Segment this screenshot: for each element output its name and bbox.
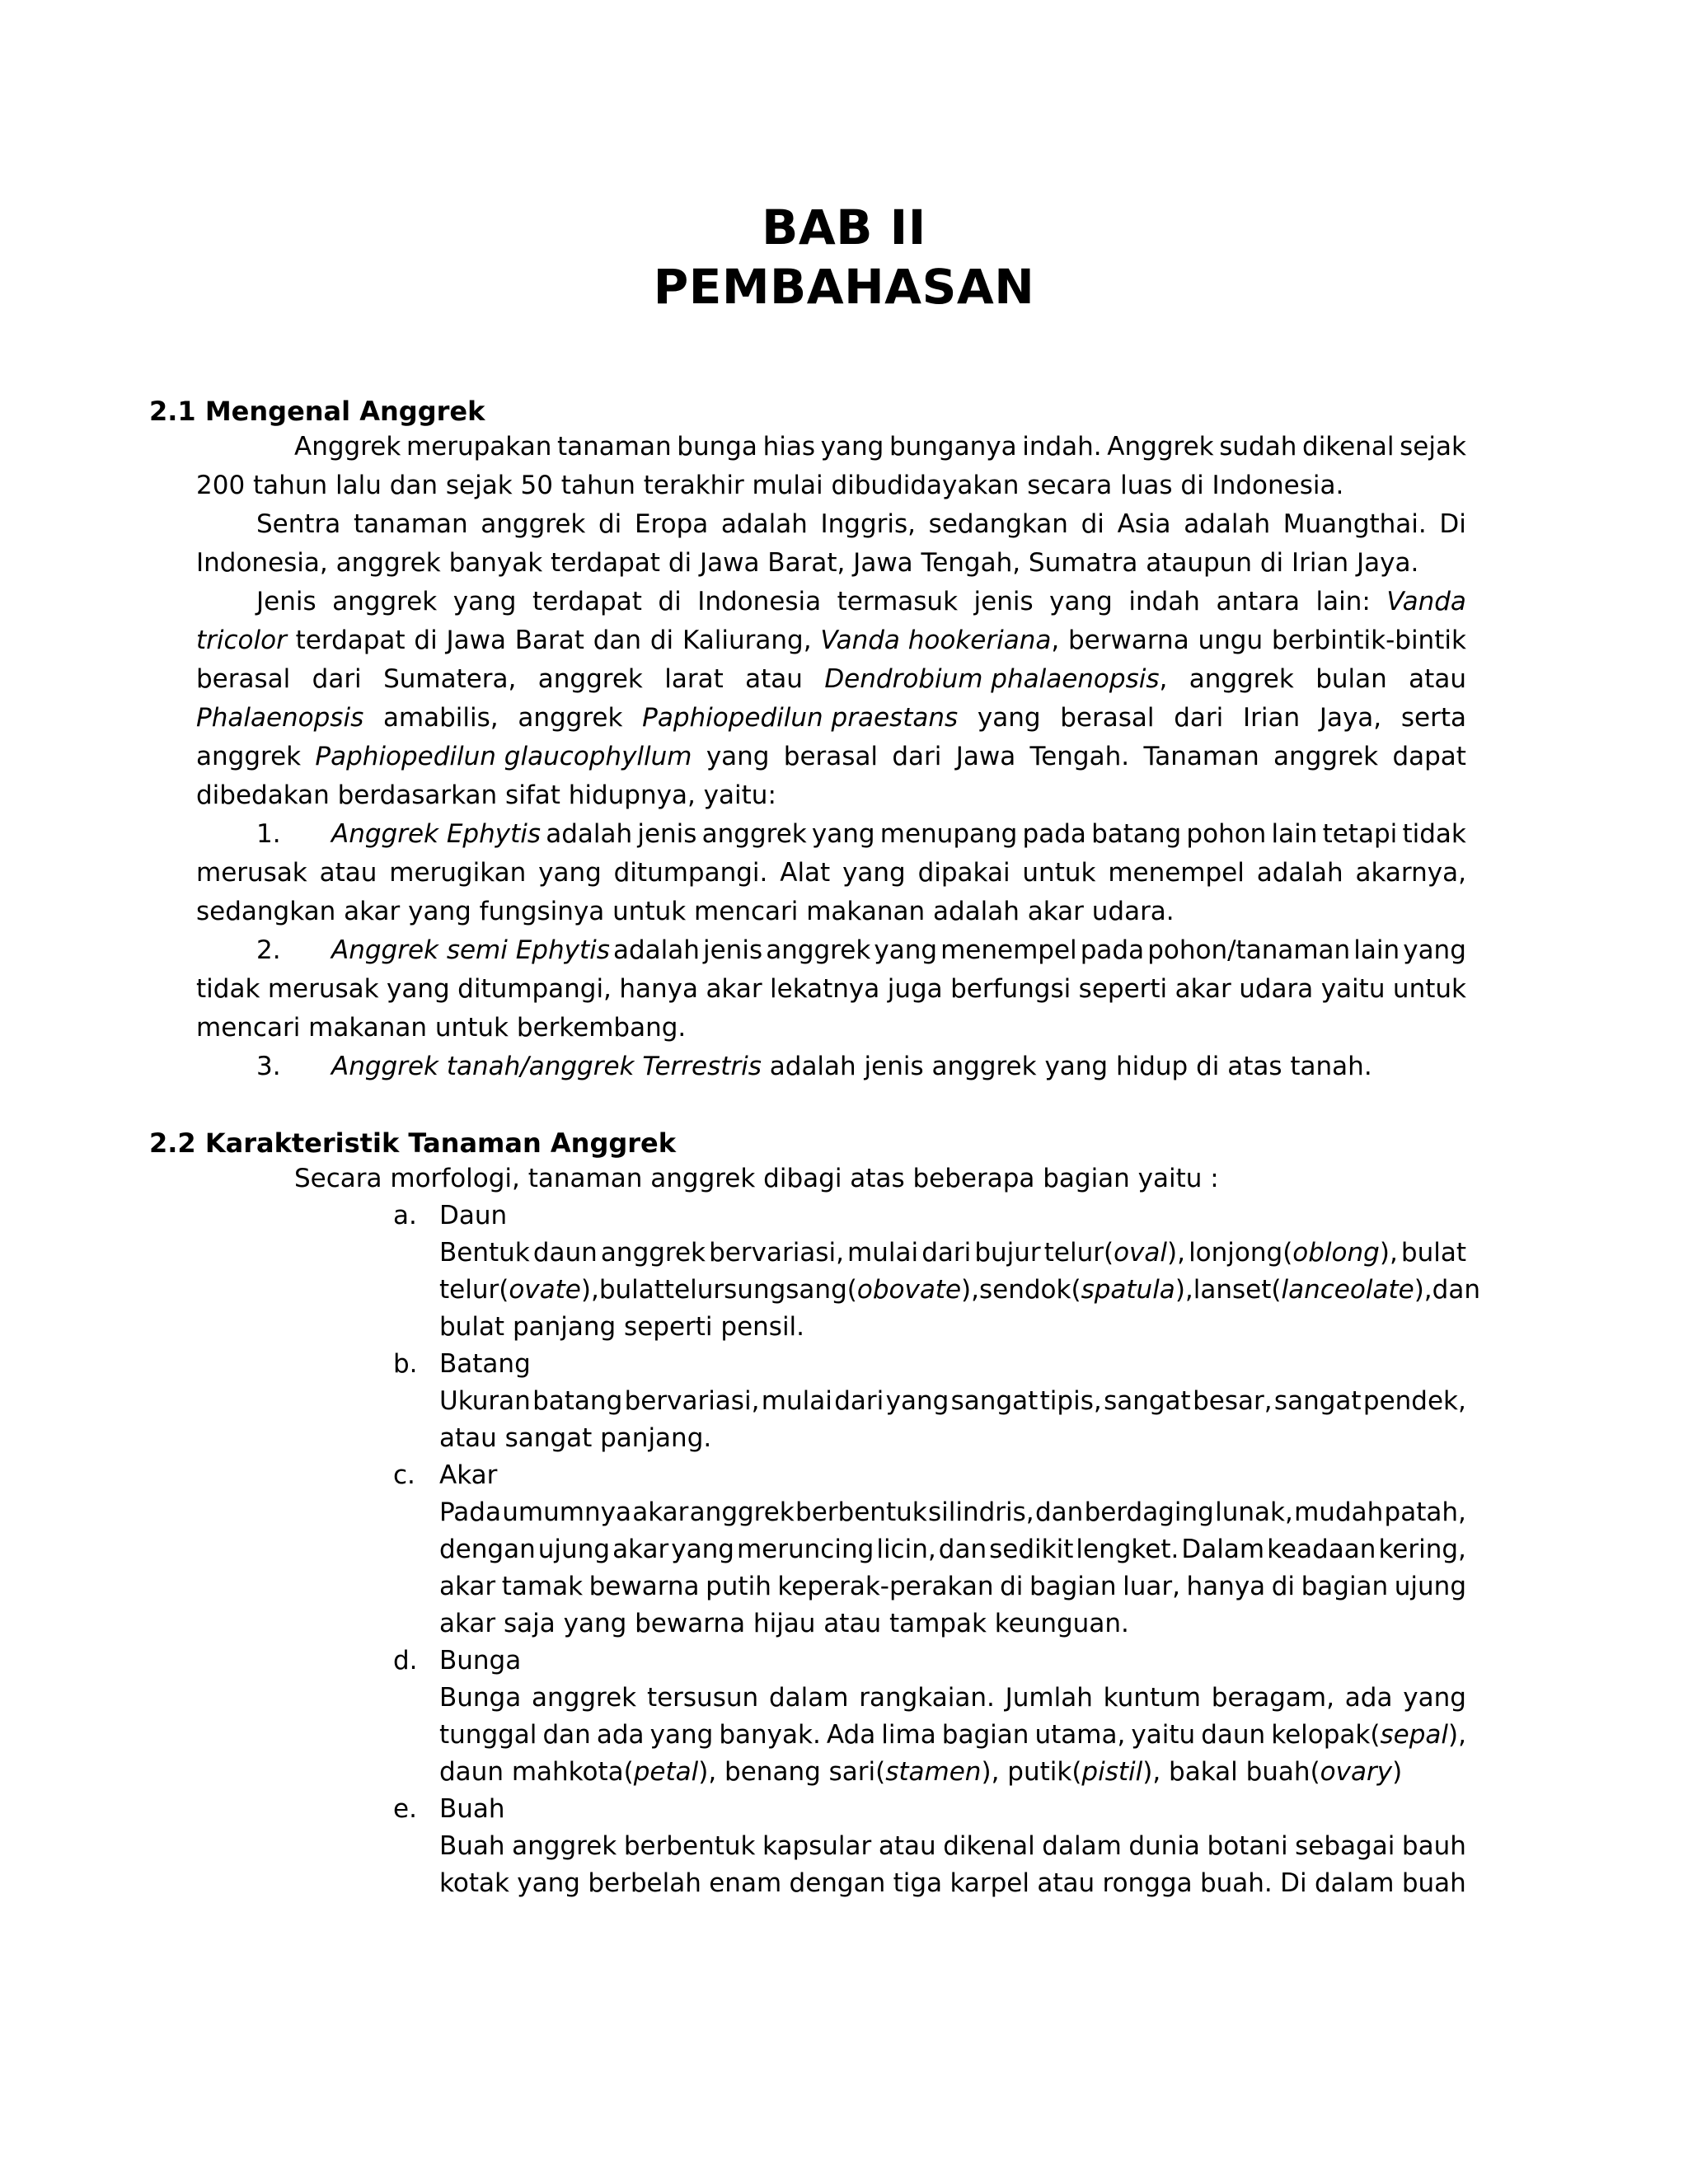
word: yang [671,1535,734,1564]
word: akar [632,1497,689,1527]
word: bervariasi, [709,1238,844,1268]
list-item-line: sedangkan akar yang fungsinya untuk mencari makanan adalah akar udara. [196,897,1175,926]
paragraph-line [294,430,1466,463]
word: umumnya [502,1497,631,1527]
word: menupang [879,819,1018,849]
word: sangat [950,1386,1039,1416]
word: Jawa [446,626,506,655]
word: jenis [973,587,1034,616]
word: udara [1239,974,1314,1004]
word: bagian [941,1720,1029,1750]
word: amabilis, [382,703,499,733]
word: pendek, [1362,1386,1466,1416]
word: Tengah. [1029,742,1130,771]
word: untuk [1022,858,1096,888]
item-line [439,1273,1480,1306]
item-line [439,1236,1466,1269]
word: di [598,509,622,539]
word: tersusun [646,1683,759,1713]
word: mudah [1294,1497,1384,1527]
word: anggrek [332,587,438,616]
word: utama, [1034,1720,1126,1750]
orchid-type: Anggrek semi Ephytis [331,935,610,965]
word: Bentuk [439,1238,530,1268]
word: sedangkan [928,509,1068,539]
word: hanya [619,974,698,1004]
word: anggrek [532,1683,637,1713]
word: anggrek [537,664,643,694]
word: berasal [196,664,291,694]
word: yang [977,703,1041,733]
word: bulan [1315,664,1387,694]
paragraph-line: 200 tahun lalu dan sejak 50 tahun terakhir mulai dibudidayakan secara luas di Indonesia. [196,471,1344,500]
item-name: Buah [439,1794,505,1824]
word: adalah [720,509,808,539]
list-item-line [331,934,1466,967]
word: di [649,626,674,655]
word: yang [885,1386,950,1416]
word: bauh [1401,1831,1466,1861]
word: anggrek [689,1497,795,1527]
word: anggrek [512,1831,617,1861]
word: yang [517,1868,580,1898]
word: sangat [1273,1386,1362,1416]
word: ada [1344,1683,1393,1713]
word: menempel [940,935,1077,965]
list-letter: a. [393,1201,417,1230]
word: Alat [780,858,831,888]
word: dan [1034,1497,1084,1527]
word: dunia [1128,1831,1200,1861]
word: yang [649,1720,714,1750]
word: kelopak(sepal), [1271,1720,1466,1750]
word: atau [1037,1868,1095,1898]
word: batang [532,1386,623,1416]
word: Dalam [1181,1535,1265,1564]
word: buah. [1199,1868,1273,1898]
word: merupakan [406,432,552,462]
word: daun [532,1238,598,1268]
word: sudah [1219,432,1297,462]
word: indah. [1022,432,1102,462]
word: akarnya, [1355,858,1466,888]
word: merusak [196,858,307,888]
word: sejak [1400,432,1466,462]
word: dengan [439,1535,536,1564]
word: pohon [1186,819,1267,849]
word: anggrek [518,703,623,733]
comma: , [1159,664,1168,694]
word: ujung [1394,1572,1466,1601]
item-line [439,1570,1466,1603]
word: merugikan [389,858,527,888]
word: yang [706,742,770,771]
word: botani [1207,1831,1288,1861]
word: lain [1271,819,1318,849]
word: berasal [783,742,879,771]
word: Anggrek [1107,432,1214,462]
word: berbelah [588,1868,701,1898]
word: berdaging [1084,1497,1214,1527]
word: rongga [1102,1868,1193,1898]
word: atau [745,664,803,694]
word: tidak [196,974,260,1004]
word: daun [1201,1720,1266,1750]
species-name: Paphiopedilun praestans [642,703,959,733]
chapter-number: BAB II [762,199,926,255]
word: Buah [439,1831,505,1861]
word: di [658,587,682,616]
word: di [1000,1572,1024,1601]
word: berwarna [1068,626,1189,655]
word: tamak [501,1572,584,1601]
paragraph-line: dibedakan berdasarkan sifat hidupnya, yaitu: [196,780,776,810]
word: akar [612,1535,669,1564]
word: adalah [612,935,700,965]
word: sungsang(obovate), [724,1275,979,1305]
word: Anggrek [294,432,401,462]
list-item-line [196,972,1466,1005]
word: di [414,626,438,655]
paragraph-line [256,508,1466,541]
word: Pada [439,1497,501,1527]
item-line [439,1718,1466,1751]
word: Jumlah [1005,1683,1093,1713]
paragraph-line [256,585,1466,618]
word: Barat [514,626,584,655]
item-name: Daun [439,1201,508,1230]
word: yang [538,858,602,888]
word: anggrek [766,935,871,965]
list-item-line: mencari makanan untuk berkembang. [196,1013,687,1043]
word: akar [439,1572,496,1601]
word: Muangthai. [1282,509,1427,539]
word: untuk [1392,974,1466,1004]
word: Jaya, [1319,703,1382,733]
paragraph-line: Indonesia, anggrek banyak terdapat di Jawa Barat, Jawa Tengah, Sumatra ataupun di Irian Jaya. [196,548,1419,578]
word: anggrek [600,1238,706,1268]
word: Jenis [256,587,316,616]
word: anggrek [701,819,807,849]
word: yang [387,974,450,1004]
word: seperti [1078,974,1168,1004]
word: meruncing [736,1535,874,1564]
orchid-type: Anggrek Ephytis [331,819,542,849]
word: lain: [1315,587,1371,616]
word: sebagai [1295,1831,1395,1861]
word: sendok(spatula), [979,1275,1193,1305]
word: atau [319,858,377,888]
word: dan [593,626,642,655]
word: ungu [1198,626,1264,655]
word: kotak [439,1868,509,1898]
word: bulat [1400,1238,1466,1268]
word: akar [1175,974,1231,1004]
word: akar [706,974,762,1004]
word: Jawa [955,742,1016,771]
list-item-line [331,818,1466,851]
word: ada [596,1720,645,1750]
word: pohon/tanaman [1147,935,1351,965]
word: patah, [1384,1497,1466,1527]
word: banyak. [719,1720,821,1750]
orchid-type: Anggrek tanah/anggrek Terrestris [331,1052,762,1081]
word: Indonesia [697,587,822,616]
word: Ada [826,1720,876,1750]
list-number: 3. [256,1052,281,1081]
word: lain [1353,935,1400,965]
text-run: adalah jenis anggrek yang hidup di atas tanah. [769,1052,1372,1081]
word: yang [1403,935,1466,965]
word: Vanda [1386,587,1466,616]
word: termasuk [837,587,959,616]
word: mulai [761,1386,832,1416]
word: berasal [1060,703,1155,733]
word: dari [892,742,942,771]
word: ditumpangi, [457,974,612,1004]
word: berbentuk [623,1831,756,1861]
list-item-line [196,856,1466,889]
word: di [1081,509,1104,539]
word: Tanaman [1143,742,1259,771]
species-name: Phalaenopsis [196,703,364,733]
word: sangat [1104,1386,1191,1416]
word: telur [663,1275,724,1305]
word: adalah [1256,858,1343,888]
word: bulat [598,1275,664,1305]
paragraph-line [196,740,1466,773]
word: jenis [703,935,763,965]
word: sedikit [989,1535,1074,1564]
word: tetapi [1322,819,1398,849]
word: juga [887,974,943,1004]
word: tidak [1402,819,1466,849]
word: kuntum [1103,1683,1201,1713]
word: hias [762,432,815,462]
list-letter: c. [393,1460,415,1490]
word: kapsular [762,1831,872,1861]
word: dapat [1392,742,1466,771]
word: bunganya [889,432,1017,462]
word: silindris, [927,1497,1034,1527]
word: anggrek [481,509,586,539]
word: yang [820,432,884,462]
word: Bunga [439,1683,522,1713]
item-name: Akar [439,1460,498,1490]
word: keadaan [1267,1535,1376,1564]
section-intro: Secara morfologi, tanaman anggrek dibagi atas beberapa bagian yaitu : [294,1164,1219,1193]
item-line: atau sangat panjang. [439,1423,712,1453]
word: enam [709,1868,782,1898]
word: indah [1128,587,1200,616]
word: dalam [1315,1868,1395,1898]
word: Irian [1242,703,1301,733]
word: tipis, [1039,1386,1102,1416]
word: bewarna [588,1572,700,1601]
list-letter: b. [393,1349,418,1379]
word: Di [1280,1868,1307,1898]
item-line [439,1385,1466,1418]
word: tunggal [439,1720,537,1750]
word: yang [1049,587,1113,616]
species-name: Paphiopedilun glaucophyllum [315,742,692,771]
word: lengket. [1076,1535,1179,1564]
word: telur(oval), [1043,1238,1185,1268]
word: Kaliurang, [682,626,812,655]
word: tanaman [556,432,672,462]
item-line [439,1681,1466,1714]
word: dan [542,1720,591,1750]
item-line [439,1533,1466,1566]
word: Sumatera, [383,664,517,694]
word: putih [706,1572,771,1601]
word: pada [1080,935,1145,965]
word: lima [881,1720,936,1750]
word: dari [921,1238,972,1268]
word: atau [1409,664,1466,694]
word: anggrek [1273,742,1379,771]
word: yaitu [1131,1720,1196,1750]
list-number: 2. [256,935,281,965]
list-letter: e. [393,1794,417,1824]
word: dalam [768,1683,849,1713]
word: tiga [893,1868,943,1898]
comma: , [1051,626,1060,655]
paragraph-line [196,663,1466,696]
word: mulai [847,1238,919,1268]
item-line: akar saja yang bewarna hijau atau tampak keunguan. [439,1609,1129,1638]
word: berfungsi [950,974,1071,1004]
chapter-title: PEMBAHASAN [653,259,1035,315]
word: hanya [1186,1572,1266,1601]
word: yang [452,587,517,616]
word: kering, [1378,1535,1466,1564]
word: adalah [546,819,633,849]
word: lunak, [1215,1497,1293,1527]
word: beragam, [1211,1683,1334,1713]
word: serta [1400,703,1466,733]
word: jenis [637,819,697,849]
word: berbentuk [795,1497,927,1527]
word: dan [1432,1275,1480,1305]
word: luar, [1123,1572,1180,1601]
word: keperak-perakan [777,1572,994,1601]
word: dipakai [917,858,1010,888]
section-heading-2-1: 2.1 Mengenal Anggrek [149,396,485,427]
word: berbintik-bintik [1271,626,1466,655]
word: dikenal [1302,432,1395,462]
word: anggrek [1189,664,1294,694]
word: Inggris, [820,509,917,539]
word: licin, [876,1535,936,1564]
word: karpel [950,1868,1029,1898]
word: pada [1022,819,1086,849]
word: Sentra [256,509,341,539]
word: batang [1091,819,1182,849]
species-with-comma [824,663,1167,696]
word: bagian [1029,1572,1117,1601]
word: buah [1401,1868,1466,1898]
word: dari [312,664,362,694]
word: Eropa [634,509,709,539]
item-line: bulat panjang seperti pensil. [439,1312,805,1342]
word: bunga [677,432,757,462]
section-heading-2-2: 2.2 Karakteristik Tanaman Anggrek [149,1127,677,1159]
word: bagian [1301,1572,1389,1601]
word: Di [1439,509,1466,539]
word: yang [874,935,938,965]
text-run: anggrek [196,742,302,771]
word: dikenal [943,1831,1035,1861]
word: dari [834,1386,884,1416]
word: menempel [1108,858,1245,888]
list-number: 1. [256,819,281,849]
word: bervariasi, [624,1386,760,1416]
paragraph-line [196,701,1466,734]
word: telur(ovate), [439,1275,599,1305]
word: dalam [1042,1831,1122,1861]
word: ujung [537,1535,611,1564]
word: merusak [267,974,379,1004]
word: larat [664,664,724,694]
word: rangkaian. [859,1683,995,1713]
paragraph-line [196,624,1466,657]
item-line [439,1867,1466,1900]
word: dengan [789,1868,886,1898]
word: di [1271,1572,1296,1601]
word: dari [1174,703,1224,733]
word: terdapat [295,626,406,655]
word: tanaman [353,509,468,539]
word: dan [938,1535,987,1564]
word: terdapat [532,587,642,616]
word: lonjong(oblong), [1189,1238,1398,1268]
word: yang [1403,1683,1466,1713]
word: lekatnya [770,974,880,1004]
word: Asia [1117,509,1171,539]
word: yaitu [1320,974,1386,1004]
item-line: daun mahkota(petal), benang sari(stamen), putik(pistil), bakal buah(ovary) [439,1757,1403,1787]
word: antara [1216,587,1301,616]
word: Ukuran [439,1386,531,1416]
word: yang [811,819,875,849]
item-line [439,1830,1466,1863]
species-name: Dendrobium phalaenopsis [824,664,1160,694]
list-letter: d. [393,1646,418,1675]
word: bujur [974,1238,1041,1268]
word: ditumpangi. [613,858,768,888]
item-line [439,1496,1466,1529]
species-name: Vanda hookeriana [820,626,1052,655]
item-name: Bunga [439,1646,522,1675]
item-name: Batang [439,1349,531,1379]
list-item-line [331,1050,1372,1083]
word: lanset(lanceolate), [1193,1275,1432,1305]
word: adalah [1184,509,1271,539]
word: besar, [1193,1386,1273,1416]
word: yang [842,858,906,888]
word: atau [878,1831,936,1861]
species-with-comma [820,624,1059,657]
species-name: tricolor [196,626,287,655]
